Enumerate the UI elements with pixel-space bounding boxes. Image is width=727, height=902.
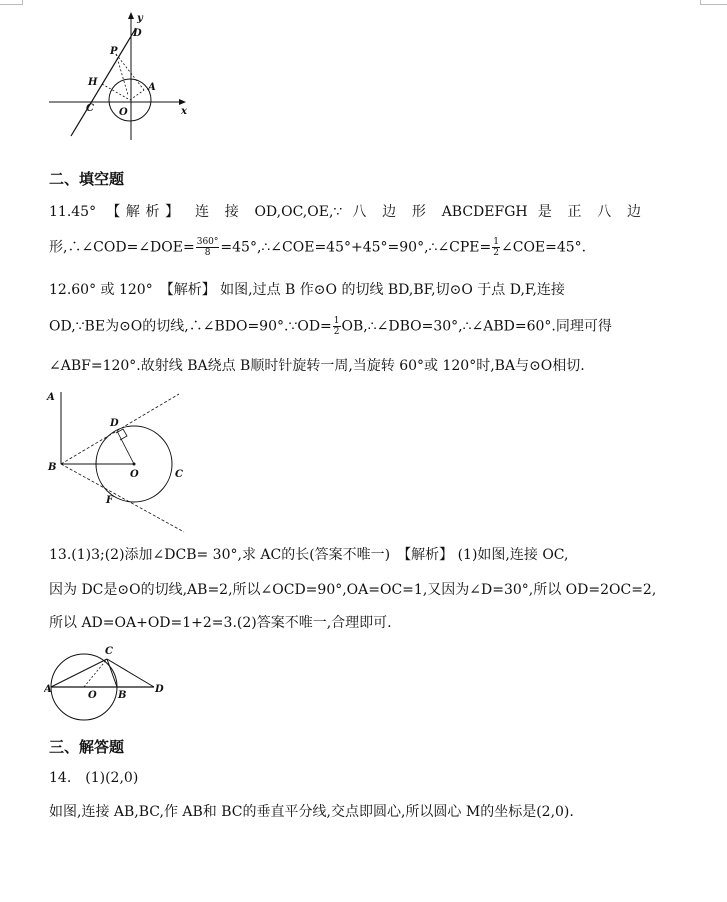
fig2-label-d: D bbox=[110, 418, 119, 429]
fig1-label-y: y bbox=[137, 13, 143, 24]
q11-line-1 bbox=[49, 202, 641, 222]
q11-frac1-numerator: 360° bbox=[196, 237, 219, 247]
page-corner-mark-right bbox=[700, 0, 727, 5]
q13-line-3: 所以 AD=OA+OD=1+2=3.(2)答案不唯一,合理即可. bbox=[49, 615, 392, 631]
q11-text-2c: ∠COE=45°. bbox=[501, 239, 587, 256]
q11-frac1-denominator: 8 bbox=[204, 248, 211, 258]
section-title-fill-in: 二、填空题 bbox=[49, 170, 125, 188]
fig3-label-a: A bbox=[44, 684, 52, 695]
q11-frac2-denominator: 2 bbox=[493, 248, 499, 258]
q11-fraction-360-8 bbox=[196, 237, 220, 258]
figure-tangent-lines-circle bbox=[44, 388, 194, 534]
fig1-label-o: O bbox=[119, 107, 128, 118]
fig3-label-c: C bbox=[105, 646, 113, 657]
fig3-label-d: D bbox=[155, 684, 164, 695]
fig1-label-h: H bbox=[88, 77, 98, 88]
fig3-label-o: O bbox=[88, 690, 97, 701]
q12-line-3: ∠ABF=120°.故射线 BA绕点 B顺时针旋转一周,当旋转 60°或 120°时,BA与⊙O相切. bbox=[49, 358, 585, 374]
q14-line-2: 如图,连接 AB,BC,作 AB和 BC的垂直平分线,交点即圆心,所以圆心 M的坐标是(2,0). bbox=[49, 804, 574, 820]
q13-line-2: 因为 DC是⊙O的切线,AB=2,所以∠OCD=90°,OA=OC=1,又因为∠D=30°,所以 OD=2OC=2, bbox=[49, 582, 657, 598]
q14-line-1: 14. (1)(2,0) bbox=[49, 770, 139, 786]
q12-text-2a: OD,∵BE为⊙O的切线,∴∠BDO=90°.∵OD= bbox=[49, 318, 332, 335]
page-corner-mark-left bbox=[0, 0, 23, 5]
section-title-answer: 三、解答题 bbox=[49, 738, 125, 756]
q11-fraction-1-2 bbox=[492, 237, 500, 258]
q12-line-1: 12.60° 或 120° 【解析】 如图,过点 B 作⊙O 的切线 BD,BF,切⊙O 于点 D,F,连接 bbox=[49, 282, 565, 298]
q11-line-2 bbox=[49, 237, 586, 258]
fig3-label-b: B bbox=[118, 690, 127, 701]
fig2-label-c: C bbox=[175, 469, 183, 480]
fig1-label-a: A bbox=[148, 82, 156, 93]
fig2-label-a: A bbox=[47, 392, 55, 403]
fig2-label-f: F bbox=[106, 495, 114, 506]
fig2-label-o: O bbox=[130, 469, 139, 480]
fig2-label-b: B bbox=[48, 462, 57, 473]
q11-text-2b: =45°,∴∠COE=45°+45°=90°,∴∠CPE= bbox=[220, 239, 492, 256]
fig1-label-x: x bbox=[181, 106, 187, 117]
fig1-label-p: P bbox=[110, 46, 118, 57]
figure-coordinate-circle bbox=[44, 10, 194, 145]
q11-number: 11.45° bbox=[49, 204, 97, 220]
q11-text-2a: 形,∴∠COD=∠DOE= bbox=[49, 239, 195, 256]
q11-tag: 【解析】 bbox=[106, 204, 185, 220]
q11-frac2-numerator: 1 bbox=[493, 237, 499, 247]
fig1-label-d: D bbox=[133, 28, 142, 39]
q12-text-2b: OB,∴∠DBO=30°,∴∠ABD=60°.同理可得 bbox=[341, 318, 612, 335]
q11-text-1: 连 接 OD,OC,OE,∵ 八 边 形 ABCDEFGH 是 正 八 边 bbox=[194, 204, 641, 220]
q12-frac-denominator: 2 bbox=[333, 327, 340, 337]
q12-frac-numerator: 1 bbox=[333, 316, 340, 326]
q12-fraction-1-2 bbox=[333, 316, 341, 337]
figure-circle-tangent-cd bbox=[44, 640, 174, 726]
fig1-label-c: C bbox=[86, 103, 94, 114]
q13-line-1: 13.(1)3;(2)添加∠DCB= 30°,求 AC的长(答案不唯一) 【解析】 (1)如图,连接 OC, bbox=[49, 547, 569, 563]
q12-line-2 bbox=[49, 316, 612, 337]
